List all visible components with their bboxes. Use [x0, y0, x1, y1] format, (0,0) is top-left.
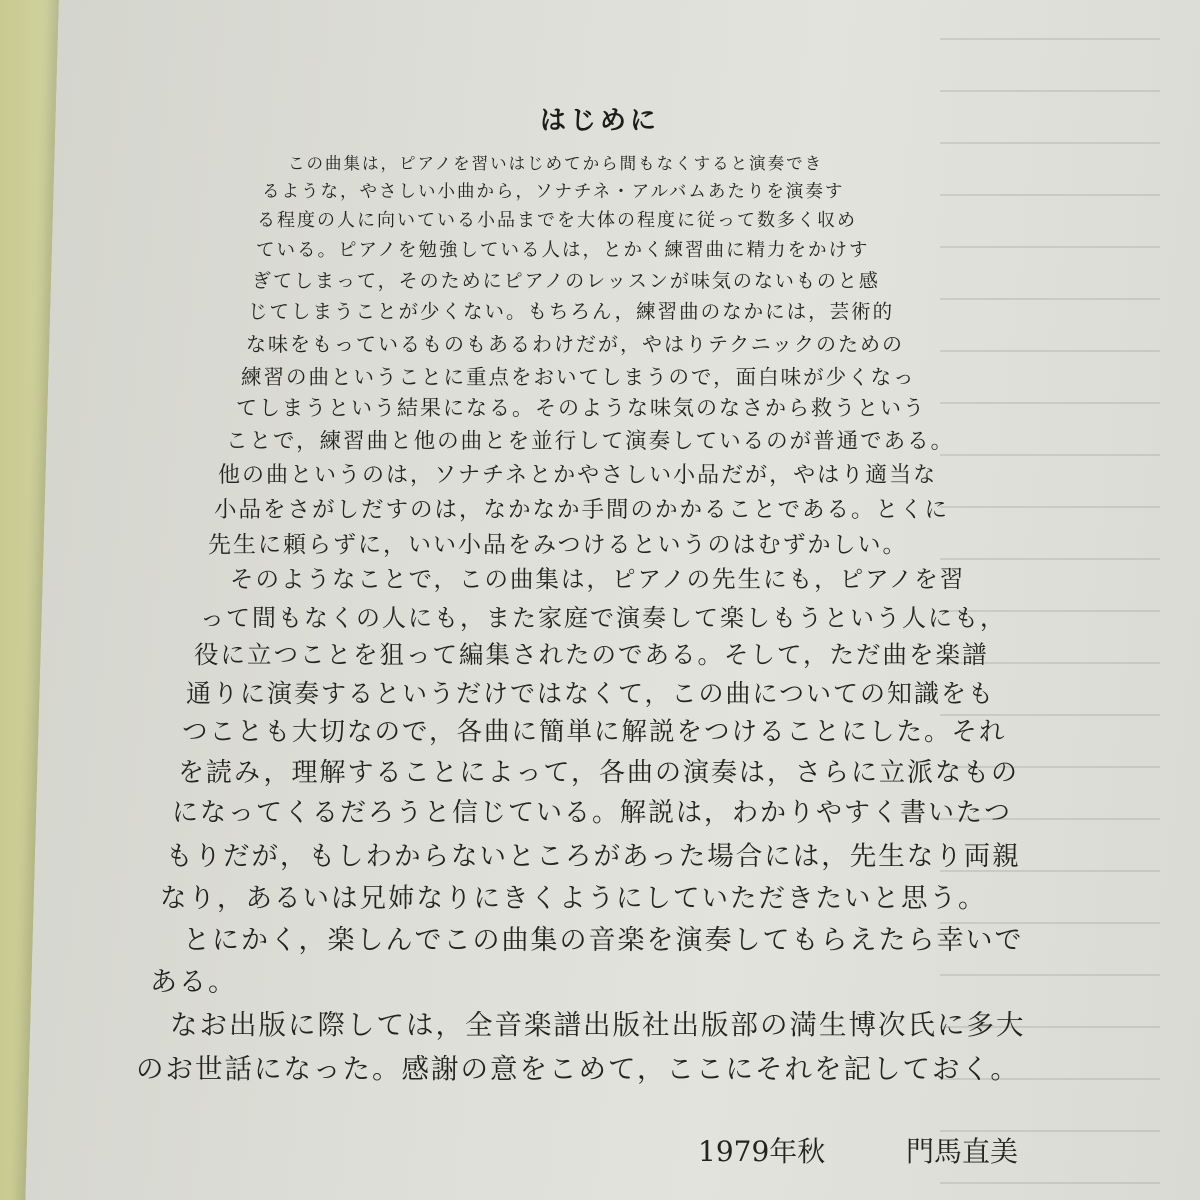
text-line: 練習の曲ということに重点をおいてしまうので，面白味が少くなっ — [241, 365, 916, 389]
text-line: を読み，理解することによって，各曲の演奏は，さらに立派なもの — [178, 758, 1020, 788]
text-line: つことも大切なので，各曲に簡単に解説をつけることにした。それ — [182, 717, 1007, 747]
text-line: なお出版に際しては，全音楽譜出版社出版部の満生博次氏に多大 — [170, 1009, 1026, 1041]
text-line: そのようなことで，この曲集は，ピアノの先生にも，ピアノを習 — [230, 565, 966, 593]
text-line: な味をもっているものもあるわけだが，やはりテクニックのための — [246, 332, 904, 356]
text-line: なり，あるいは兄姉なりにきくようにしていただきたいと思う。 — [160, 883, 987, 914]
text-line: るような，やさしい小曲から，ソナチネ・アルバムあたりを演奏す — [262, 182, 845, 202]
text-line: ぎてしまって，そのためにピアノのレッスンが味気のないものと感 — [252, 270, 880, 292]
text-line: 小品をさがしだすのは，なかなか手間のかかることである。とくに — [214, 497, 950, 523]
text-line: とにかく，楽しんでこの曲集の音楽を演奏してもらえたら幸いで — [183, 925, 1024, 956]
text-line: 役に立つことを狙って編集されたのである。そして，ただ曲を楽譜 — [194, 640, 989, 669]
signature-author: 門馬直美 — [906, 1135, 1019, 1168]
text-line: ある。 — [150, 967, 237, 998]
page-title: はじめに — [539, 106, 660, 136]
signature-date: 1979年秋 — [698, 1135, 826, 1168]
text-line: のお世話になった。感謝の意をこめて，ここにそれを記しておく。 — [136, 1053, 1020, 1085]
text-line: 通りに演奏するというだけではなくて，この曲についての知識をも — [186, 679, 996, 708]
text-line: てしまうという結果になる。そのような味気のなさから救うという — [236, 396, 926, 420]
text-line: になってくるだろうと信じている。解説は，わかりやすく書いたつ — [172, 798, 1013, 828]
text-line: 他の曲というのは，ソナチネとかやさしい小品だが，やはり適当な — [218, 463, 938, 488]
text-line: ている。ピアノを勉強している人は，とかく練習曲に精力をかけす — [256, 240, 870, 261]
text-line: る程度の人に向いている小品までを大体の程度に従って数多く収め — [257, 210, 857, 231]
text-line: もりだが，もしわからないところがあった場合には，先生なり両親 — [166, 841, 1021, 872]
text-line: じてしまうことが少くない。もちろん，練習曲のなかには，芸術的 — [248, 300, 895, 323]
text-line: って間もなくの人にも，また家庭で演奏して楽しもうという人にも， — [200, 604, 1006, 632]
text-line: 先生に頼らずに，いい小品をみつけるというのはむずかしい。 — [208, 532, 908, 558]
text-line: この曲集は，ピアノを習いはじめてから間もなくすると演奏でき — [288, 154, 824, 173]
text-line: ことで，練習曲と他の曲とを並行して演奏しているのが普通である。 — [226, 429, 955, 454]
